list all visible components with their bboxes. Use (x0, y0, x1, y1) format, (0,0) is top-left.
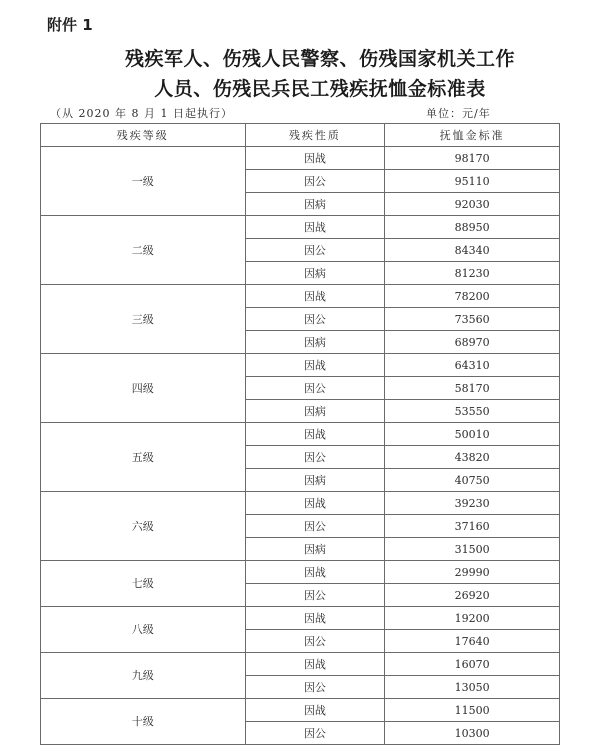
table-row (41, 607, 560, 630)
table-row (41, 492, 560, 515)
amount-cell: 39230 (385, 492, 560, 515)
nature-cell: 因病 (245, 469, 385, 492)
amount-cell: 95110 (385, 170, 560, 193)
amount-cell: 88950 (385, 216, 560, 239)
nature-cell: 因战 (245, 492, 385, 515)
grade-cell: 六级 (41, 492, 246, 561)
table-row (41, 216, 560, 239)
nature-cell: 因公 (245, 722, 385, 745)
nature-cell: 因战 (245, 653, 385, 676)
amount-cell: 29990 (385, 561, 560, 584)
amount-cell: 98170 (385, 147, 560, 170)
nature-cell: 因战 (245, 354, 385, 377)
grade-cell: 九级 (41, 653, 246, 699)
amount-cell: 13050 (385, 676, 560, 699)
amount-cell: 16070 (385, 653, 560, 676)
grade-cell: 十级 (41, 699, 246, 745)
nature-cell: 因战 (245, 699, 385, 722)
pension-table (40, 123, 560, 745)
nature-cell: 因公 (245, 308, 385, 331)
table-row (41, 423, 560, 446)
unit-label: 单位：元/年 (426, 107, 491, 120)
amount-cell: 50010 (385, 423, 560, 446)
nature-cell: 因病 (245, 331, 385, 354)
table-row (41, 561, 560, 584)
nature-cell: 因病 (245, 193, 385, 216)
amount-cell: 84340 (385, 239, 560, 262)
amount-cell: 17640 (385, 630, 560, 653)
table-row (41, 699, 560, 722)
amount-cell: 81230 (385, 262, 560, 285)
amount-cell: 58170 (385, 377, 560, 400)
nature-cell: 因病 (245, 400, 385, 423)
header-grade: 残疾等级 (41, 124, 246, 147)
nature-cell: 因公 (245, 630, 385, 653)
nature-cell: 因公 (245, 515, 385, 538)
nature-cell: 因公 (245, 170, 385, 193)
amount-cell: 26920 (385, 584, 560, 607)
amount-cell: 31500 (385, 538, 560, 561)
table-row (41, 653, 560, 676)
grade-cell: 五级 (41, 423, 246, 492)
table-body (41, 147, 560, 745)
amount-cell: 53550 (385, 400, 560, 423)
header-nature: 残疾性质 (245, 124, 385, 147)
nature-cell: 因公 (245, 239, 385, 262)
nature-cell: 因公 (245, 584, 385, 607)
effective-date: （从 2020 年 8 月 1 日起执行） (50, 107, 233, 120)
nature-cell: 因战 (245, 423, 385, 446)
grade-cell: 三级 (41, 285, 246, 354)
grade-cell: 二级 (41, 216, 246, 285)
nature-cell: 因战 (245, 285, 385, 308)
grade-cell: 八级 (41, 607, 246, 653)
nature-cell: 因公 (245, 676, 385, 699)
amount-cell: 19200 (385, 607, 560, 630)
table-row (41, 354, 560, 377)
nature-cell: 因战 (245, 561, 385, 584)
nature-cell: 因战 (245, 216, 385, 239)
nature-cell: 因战 (245, 147, 385, 170)
amount-cell: 43820 (385, 446, 560, 469)
amount-cell: 10300 (385, 722, 560, 745)
amount-cell: 92030 (385, 193, 560, 216)
title-line-2: 人员、伤残民兵民工残疾抚恤金标准表 (154, 78, 486, 100)
nature-cell: 因战 (245, 607, 385, 630)
nature-cell: 因病 (245, 262, 385, 285)
nature-cell: 因公 (245, 446, 385, 469)
amount-cell: 37160 (385, 515, 560, 538)
header-amount: 抚恤金标准 (385, 124, 560, 147)
amount-cell: 40750 (385, 469, 560, 492)
amount-cell: 68970 (385, 331, 560, 354)
table-row (41, 285, 560, 308)
amount-cell: 64310 (385, 354, 560, 377)
title-line-1: 残疾军人、伤残人民警察、伤残国家机关工作 (124, 48, 515, 70)
amount-cell: 11500 (385, 699, 560, 722)
amount-cell: 73560 (385, 308, 560, 331)
amount-cell: 78200 (385, 285, 560, 308)
attachment-label: 附件 1 (47, 16, 93, 34)
table-row (41, 147, 560, 170)
table-header-row (41, 124, 560, 147)
grade-cell: 四级 (41, 354, 246, 423)
nature-cell: 因公 (245, 377, 385, 400)
grade-cell: 七级 (41, 561, 246, 607)
grade-cell: 一级 (41, 147, 246, 216)
nature-cell: 因病 (245, 538, 385, 561)
